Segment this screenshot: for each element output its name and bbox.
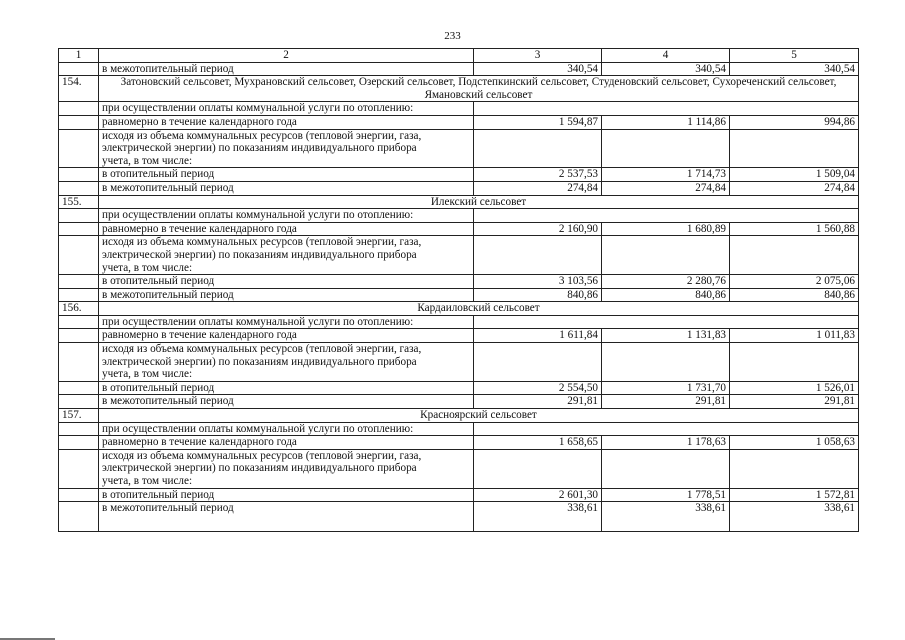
data-row <box>59 436 859 450</box>
column-header: 3 <box>474 49 602 63</box>
empty-value-cell <box>730 236 859 275</box>
value-col-5: 2 075,06 <box>730 275 859 289</box>
row-label: равномерно в течение календарного года <box>99 115 474 129</box>
section-number: 154. <box>59 76 99 102</box>
value-col-4: 1 680,89 <box>602 222 730 236</box>
value-col-5: 1 526,01 <box>730 381 859 395</box>
value-col-5: 274,84 <box>730 181 859 195</box>
row-label: равномерно в течение календарного года <box>99 222 474 236</box>
row-number-cell <box>59 488 99 502</box>
empty-value-cell <box>602 129 730 168</box>
row-number-cell <box>59 168 99 182</box>
row-label: в отопительный период <box>99 488 474 502</box>
note-row <box>59 422 859 436</box>
value-col-4: 1 131,83 <box>602 329 730 343</box>
empty-value-cell <box>730 449 859 488</box>
row-label: равномерно в течение календарного года <box>99 329 474 343</box>
row-number-cell <box>59 315 99 329</box>
row-label: исходя из объема коммунальных ресурсов (тепловой энергии, газа, электрической энергии) по показаниям индивидуального прибора учета, в том числе: <box>99 343 474 382</box>
value-col-4: 2 280,76 <box>602 275 730 289</box>
data-row <box>59 181 859 195</box>
empty-value-cell <box>474 422 859 436</box>
empty-value-cell <box>474 343 602 382</box>
row-number-cell <box>59 436 99 450</box>
row-label: в межотопительный период <box>99 181 474 195</box>
value-col-3: 1 658,65 <box>474 436 602 450</box>
empty-value-cell <box>602 343 730 382</box>
value-col-4: 1 114,86 <box>602 115 730 129</box>
section-number: 155. <box>59 195 99 209</box>
value-col-3: 840,86 <box>474 288 602 302</box>
value-col-4: 291,81 <box>602 395 730 409</box>
row-number-cell <box>59 181 99 195</box>
row-label: при осуществлении оплаты коммунальной услуги по отоплению: <box>99 209 474 223</box>
empty-value-cell <box>474 236 602 275</box>
column-header: 4 <box>602 49 730 63</box>
row-number-cell <box>59 449 99 488</box>
row-number-cell <box>59 275 99 289</box>
row-number-cell <box>59 222 99 236</box>
data-row <box>59 329 859 343</box>
section-row <box>59 409 859 423</box>
data-row <box>59 502 859 532</box>
value-col-5: 1 560,88 <box>730 222 859 236</box>
section-title: Красноярский сельсовет <box>99 409 859 423</box>
row-label: в межотопительный период <box>99 62 474 76</box>
value-col-5: 1 058,63 <box>730 436 859 450</box>
note-row <box>59 102 859 116</box>
row-label: в отопительный период <box>99 275 474 289</box>
value-col-5: 1 011,83 <box>730 329 859 343</box>
data-row <box>59 115 859 129</box>
empty-value-cell <box>602 449 730 488</box>
value-col-4: 1 778,51 <box>602 488 730 502</box>
row-number-cell <box>59 115 99 129</box>
value-col-3: 2 537,53 <box>474 168 602 182</box>
note-row <box>59 315 859 329</box>
empty-value-cell <box>730 129 859 168</box>
value-col-5: 1 572,81 <box>730 488 859 502</box>
empty-value-cell <box>474 209 859 223</box>
value-col-5: 338,61 <box>730 502 859 532</box>
row-number-cell <box>59 502 99 532</box>
page-number: 233 <box>444 30 461 42</box>
row-label: в межотопительный период <box>99 502 474 532</box>
row-number-cell <box>59 395 99 409</box>
row-number-cell <box>59 288 99 302</box>
table-header-row <box>59 49 859 63</box>
row-label: исходя из объема коммунальных ресурсов (тепловой энергии, газа, электрической энергии) по показаниям индивидуального прибора учета, в том числе: <box>99 129 474 168</box>
value-col-4: 340,54 <box>602 62 730 76</box>
value-col-4: 1 178,63 <box>602 436 730 450</box>
value-col-5: 994,86 <box>730 115 859 129</box>
data-row <box>59 62 859 76</box>
section-number: 157. <box>59 409 99 423</box>
row-number-cell <box>59 422 99 436</box>
empty-value-cell <box>474 315 859 329</box>
data-row <box>59 488 859 502</box>
section-number: 156. <box>59 302 99 316</box>
value-col-5: 840,86 <box>730 288 859 302</box>
row-number-cell <box>59 129 99 168</box>
empty-value-cell <box>474 449 602 488</box>
empty-value-cell <box>730 343 859 382</box>
value-col-5: 340,54 <box>730 62 859 76</box>
value-col-3: 274,84 <box>474 181 602 195</box>
value-col-4: 1 714,73 <box>602 168 730 182</box>
note-row <box>59 129 859 168</box>
data-row <box>59 395 859 409</box>
row-label: при осуществлении оплаты коммунальной услуги по отоплению: <box>99 102 474 116</box>
empty-value-cell <box>602 236 730 275</box>
value-col-3: 1 611,84 <box>474 329 602 343</box>
value-col-3: 1 594,87 <box>474 115 602 129</box>
section-row <box>59 302 859 316</box>
data-row <box>59 381 859 395</box>
section-title: Илекский сельсовет <box>99 195 859 209</box>
section-title: Затоновский сельсовет, Мухрановский сельсовет, Озерский сельсовет, Подстепкинский сельсовет, Студеновский сельсовет, Сухореченский сельсовет, Ямановский сельсовет <box>99 76 859 102</box>
empty-value-cell <box>474 102 859 116</box>
section-row <box>59 195 859 209</box>
row-label: в отопительный период <box>99 381 474 395</box>
row-label: равномерно в течение календарного года <box>99 436 474 450</box>
note-row <box>59 236 859 275</box>
value-col-3: 291,81 <box>474 395 602 409</box>
value-col-4: 840,86 <box>602 288 730 302</box>
row-label: исходя из объема коммунальных ресурсов (тепловой энергии, газа, электрической энергии) по показаниям индивидуального прибора учета, в том числе: <box>99 236 474 275</box>
value-col-3: 3 103,56 <box>474 275 602 289</box>
column-header: 1 <box>59 49 99 63</box>
column-header: 2 <box>99 49 474 63</box>
row-label: исходя из объема коммунальных ресурсов (тепловой энергии, газа, электрической энергии) по показаниям индивидуального прибора учета, в том числе: <box>99 449 474 488</box>
note-row <box>59 343 859 382</box>
value-col-5: 291,81 <box>730 395 859 409</box>
value-col-3: 2 554,50 <box>474 381 602 395</box>
row-number-cell <box>59 236 99 275</box>
data-row <box>59 168 859 182</box>
data-row <box>59 222 859 236</box>
empty-value-cell <box>474 129 602 168</box>
value-col-3: 338,61 <box>474 502 602 532</box>
row-label: при осуществлении оплаты коммунальной услуги по отоплению: <box>99 315 474 329</box>
row-number-cell <box>59 381 99 395</box>
row-number-cell <box>59 343 99 382</box>
row-label: в отопительный период <box>99 168 474 182</box>
row-number-cell <box>59 209 99 223</box>
row-label: при осуществлении оплаты коммунальной услуги по отоплению: <box>99 422 474 436</box>
value-col-3: 2 160,90 <box>474 222 602 236</box>
row-number-cell <box>59 62 99 76</box>
value-col-3: 2 601,30 <box>474 488 602 502</box>
value-col-4: 274,84 <box>602 181 730 195</box>
data-row <box>59 275 859 289</box>
value-col-3: 340,54 <box>474 62 602 76</box>
tariff-table <box>58 48 859 532</box>
data-row <box>59 288 859 302</box>
value-col-4: 338,61 <box>602 502 730 532</box>
table-body <box>59 49 859 532</box>
note-row <box>59 449 859 488</box>
note-row <box>59 209 859 223</box>
row-label: в межотопительный период <box>99 288 474 302</box>
row-label: в межотопительный период <box>99 395 474 409</box>
value-col-4: 1 731,70 <box>602 381 730 395</box>
value-col-5: 1 509,04 <box>730 168 859 182</box>
section-row <box>59 76 859 102</box>
row-number-cell <box>59 329 99 343</box>
section-title: Кардаиловский сельсовет <box>99 302 859 316</box>
column-header: 5 <box>730 49 859 63</box>
row-number-cell <box>59 102 99 116</box>
